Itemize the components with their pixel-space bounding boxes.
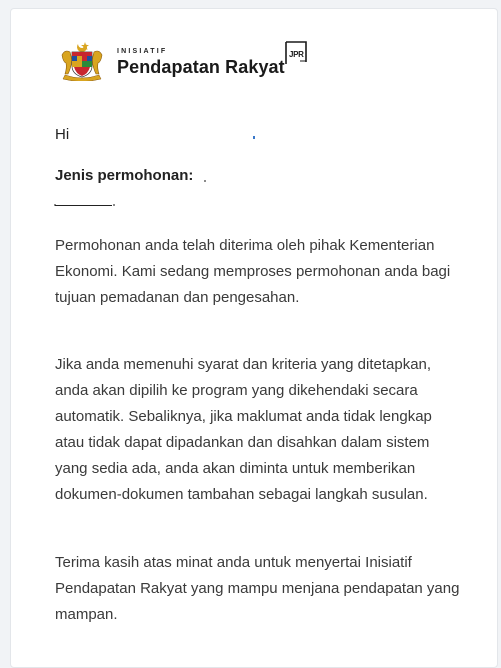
body-paragraph-2: Jika anda memenuhi syarat dan kriteria yang ditetapkan, anda akan dipilih ke program yang dikehendaki secara automatik. Sebaliknya, jika maklumat anda tidak lengkap atau tidak dapat dipadankan dan disahkan dalam sistem yang sedia ada, anda akan diminta untuk memberikan dokumen-dokumen tambahan sebagai langkah susulan. — [55, 356, 432, 503]
email-header — [59, 39, 479, 85]
body-paragraph-1: Permohonan anda telah diterima oleh pihak Kementerian Ekonomi. Kami sedang memproses permohonan anda bagi tujuan pemadanan dan pengesahan. — [55, 237, 451, 306]
email-card — [10, 8, 498, 668]
brand-small-text: INISIATIF — [117, 48, 168, 55]
jpr-logo-icon — [285, 41, 309, 65]
malaysia-coat-of-arms-icon — [59, 41, 105, 81]
brand-title: Pendapatan Rakyat — [117, 57, 285, 77]
greeting-text: Hi — [55, 126, 70, 143]
application-type-value-underline — [55, 205, 112, 206]
redacted-mark — [204, 180, 206, 182]
application-type-label: Jenis permohonan: — [55, 167, 194, 184]
redacted-name-mark — [253, 136, 255, 139]
body-paragraph-3: Terima kasih atas minat anda untuk menyertai Inisiatif Pendapatan Rakyat yang mampu menjana pendapatan yang mampan. — [55, 554, 460, 623]
jpr-logo-text: JPR — [289, 50, 304, 59]
underline-end-mark — [113, 204, 115, 206]
